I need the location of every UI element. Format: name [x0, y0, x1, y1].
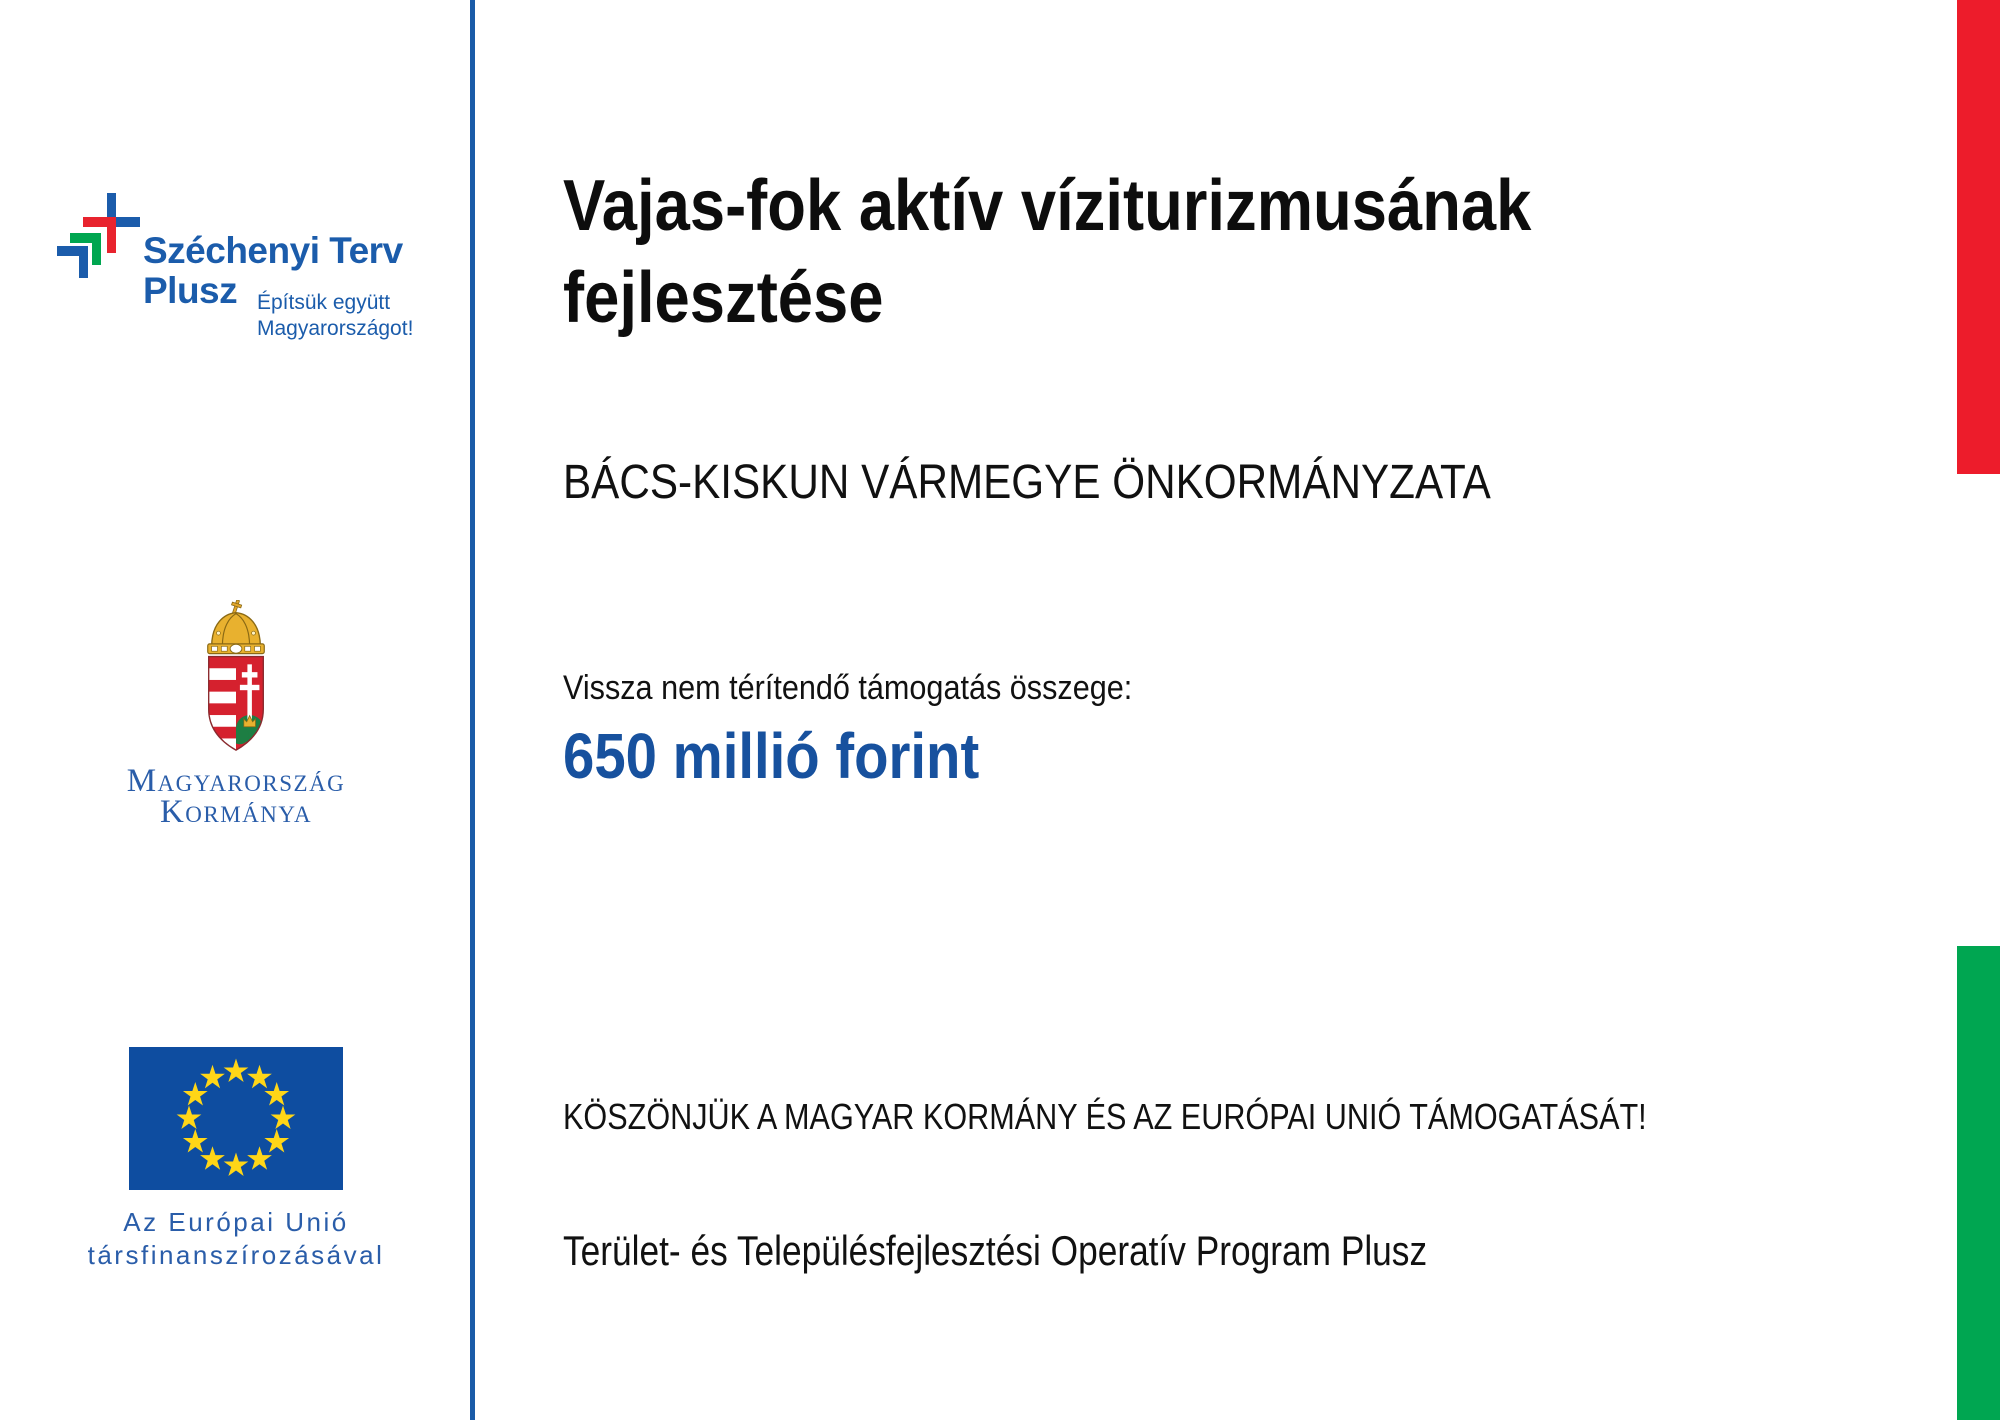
project-title: [563, 160, 1663, 344]
project-title-line2: fejlesztése: [563, 258, 884, 338]
grant-amount-label: Vissza nem térítendő támogatás összege:: [563, 669, 1133, 707]
main-content: [563, 0, 1953, 1420]
eu-cofinancing-label: [0, 1206, 472, 1272]
green-edge-bar: [1957, 946, 2000, 1420]
eu-flag-icon: [129, 1047, 343, 1190]
thanks-message: KÖSZÖNJÜK A MAGYAR KORMÁNY ÉS AZ EURÓPAI UNIÓ TÁMOGATÁSÁT!: [563, 1096, 1647, 1137]
szechenyi-name-line2: Plusz: [143, 270, 238, 311]
hungary-government-logo: [0, 600, 472, 828]
szechenyi-tagline-line1: Építsük együtt: [257, 291, 391, 314]
szechenyi-terv-plusz-logo: [55, 193, 455, 343]
government-label: [0, 763, 472, 830]
project-title-line1: Vajas-fok aktív víziturizmusának: [563, 166, 1532, 246]
szechenyi-name-line1: Széchenyi Terv: [143, 230, 403, 271]
hungary-coat-of-arms-icon: [197, 600, 275, 756]
grant-amount-value: 650 millió forint: [563, 720, 980, 792]
eu-cofinancing-logo: [0, 1047, 472, 1272]
szechenyi-tagline: [257, 290, 413, 342]
eu-label-line2: társfinanszírozásával: [87, 1240, 385, 1270]
program-name: Terület- és Településfejlesztési Operatív Program Plusz: [563, 1227, 1428, 1274]
government-label-line2: Kormánya: [159, 794, 313, 830]
eu-label-line1: Az Európai Unió: [123, 1207, 349, 1237]
government-label-line1: Magyarország: [126, 763, 346, 799]
red-edge-bar: [1957, 0, 2000, 474]
beneficiary-name: BÁCS-KISKUN VÁRMEGYE ÖNKORMÁNYZATA: [563, 456, 1491, 509]
szechenyi-plusz-logo-icon: [55, 193, 141, 279]
szechenyi-tagline-line2: Magyarországot!: [257, 317, 414, 340]
